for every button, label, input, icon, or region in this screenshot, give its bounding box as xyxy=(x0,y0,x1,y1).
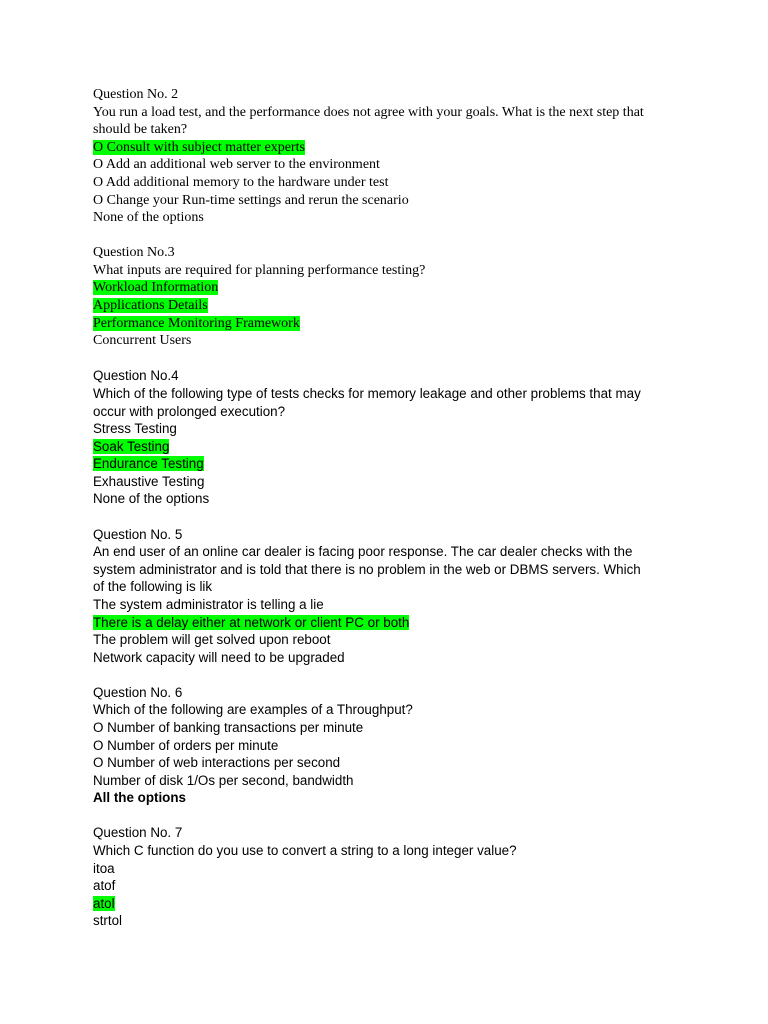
answer-option xyxy=(93,438,693,456)
answer-option-highlighted: atol xyxy=(93,895,115,911)
answer-option-highlighted: O Consult with subject matter experts xyxy=(93,139,305,155)
question-heading: Question No. 6 xyxy=(93,684,183,700)
question-block xyxy=(93,244,693,350)
question-stem: An end user of an online car dealer is facing poor response. The car dealer checks with the xyxy=(93,544,633,560)
question-stem: of the following is lik xyxy=(93,579,213,595)
answer-option: The problem will get solved upon reboot xyxy=(93,632,331,648)
answer-option: O Number of banking transactions per minute xyxy=(93,720,364,735)
answer-option xyxy=(93,297,693,315)
answer-option: None of the options xyxy=(93,491,210,507)
answer-option xyxy=(93,315,693,333)
question-block xyxy=(93,824,693,930)
question-stem: occur with prolonged execution? xyxy=(93,403,286,419)
answer-option: O Number of web interactions per second xyxy=(93,755,341,771)
answer-option xyxy=(93,455,693,473)
question-block xyxy=(93,526,693,667)
question-stem: Which C function do you use to convert a string to a long integer value? xyxy=(93,843,517,859)
answer-option xyxy=(93,279,693,297)
question-stem: You run a load test, and the performance does not agree with your goals. What is the next step that xyxy=(93,104,644,120)
answer-option: Concurrent Users xyxy=(93,333,192,349)
question-block xyxy=(93,684,693,807)
answer-option: Stress Testing xyxy=(93,421,177,437)
answer-option: Number of disk 1/Os per second, bandwidth xyxy=(93,772,354,788)
question-stem: should be taken? xyxy=(93,122,188,138)
answer-option: O Change your Run-time settings and rerun the scenario xyxy=(93,192,409,208)
answer-option: atof xyxy=(93,878,116,894)
answer-option-highlighted: Soak Testing xyxy=(93,438,170,454)
question-stem: Which of the following type of tests checks for memory leakage and other problems that may xyxy=(93,385,641,401)
question-stem: What inputs are required for planning performance testing? xyxy=(93,262,426,278)
answer-option: O Add additional memory to the hardware under test xyxy=(93,174,389,190)
question-heading: Question No. 5 xyxy=(93,526,183,542)
answer-option-highlighted: Workload Information xyxy=(93,280,219,296)
answer-option xyxy=(93,895,693,913)
answer-option: The system administrator is telling a lie xyxy=(93,596,324,612)
answer-option-bold: All the options xyxy=(93,790,186,806)
answer-option: None of the options xyxy=(93,210,204,226)
question-stem: system administrator and is told that there is no problem in the web or DBMS servers. Which xyxy=(93,561,641,577)
answer-option-highlighted: Endurance Testing xyxy=(93,456,204,472)
question-heading: Question No. 7 xyxy=(93,825,183,841)
question-stem: Which of the following are examples of a Throughput? xyxy=(93,702,413,718)
question-heading: Question No.4 xyxy=(93,368,179,384)
answer-option-highlighted: Performance Monitoring Framework xyxy=(93,315,300,331)
question-heading: Question No. 2 xyxy=(93,87,179,102)
answer-option xyxy=(93,614,693,632)
answer-option: Network capacity will need to be upgraded xyxy=(93,649,345,665)
answer-option: O Number of orders per minute xyxy=(93,737,279,753)
question-block xyxy=(93,86,693,227)
answer-option: strtol xyxy=(93,913,123,929)
answer-option: O Add an additional web server to the environment xyxy=(93,157,380,173)
answer-option xyxy=(93,139,693,157)
answer-option-highlighted: There is a delay either at network or client PC or both xyxy=(93,614,410,630)
answer-option: Exhaustive Testing xyxy=(93,473,205,489)
question-block xyxy=(93,367,693,508)
document-page xyxy=(93,86,693,948)
answer-option: itoa xyxy=(93,860,115,876)
answer-option-highlighted: Applications Details xyxy=(93,298,208,314)
question-heading: Question No.3 xyxy=(93,245,175,261)
